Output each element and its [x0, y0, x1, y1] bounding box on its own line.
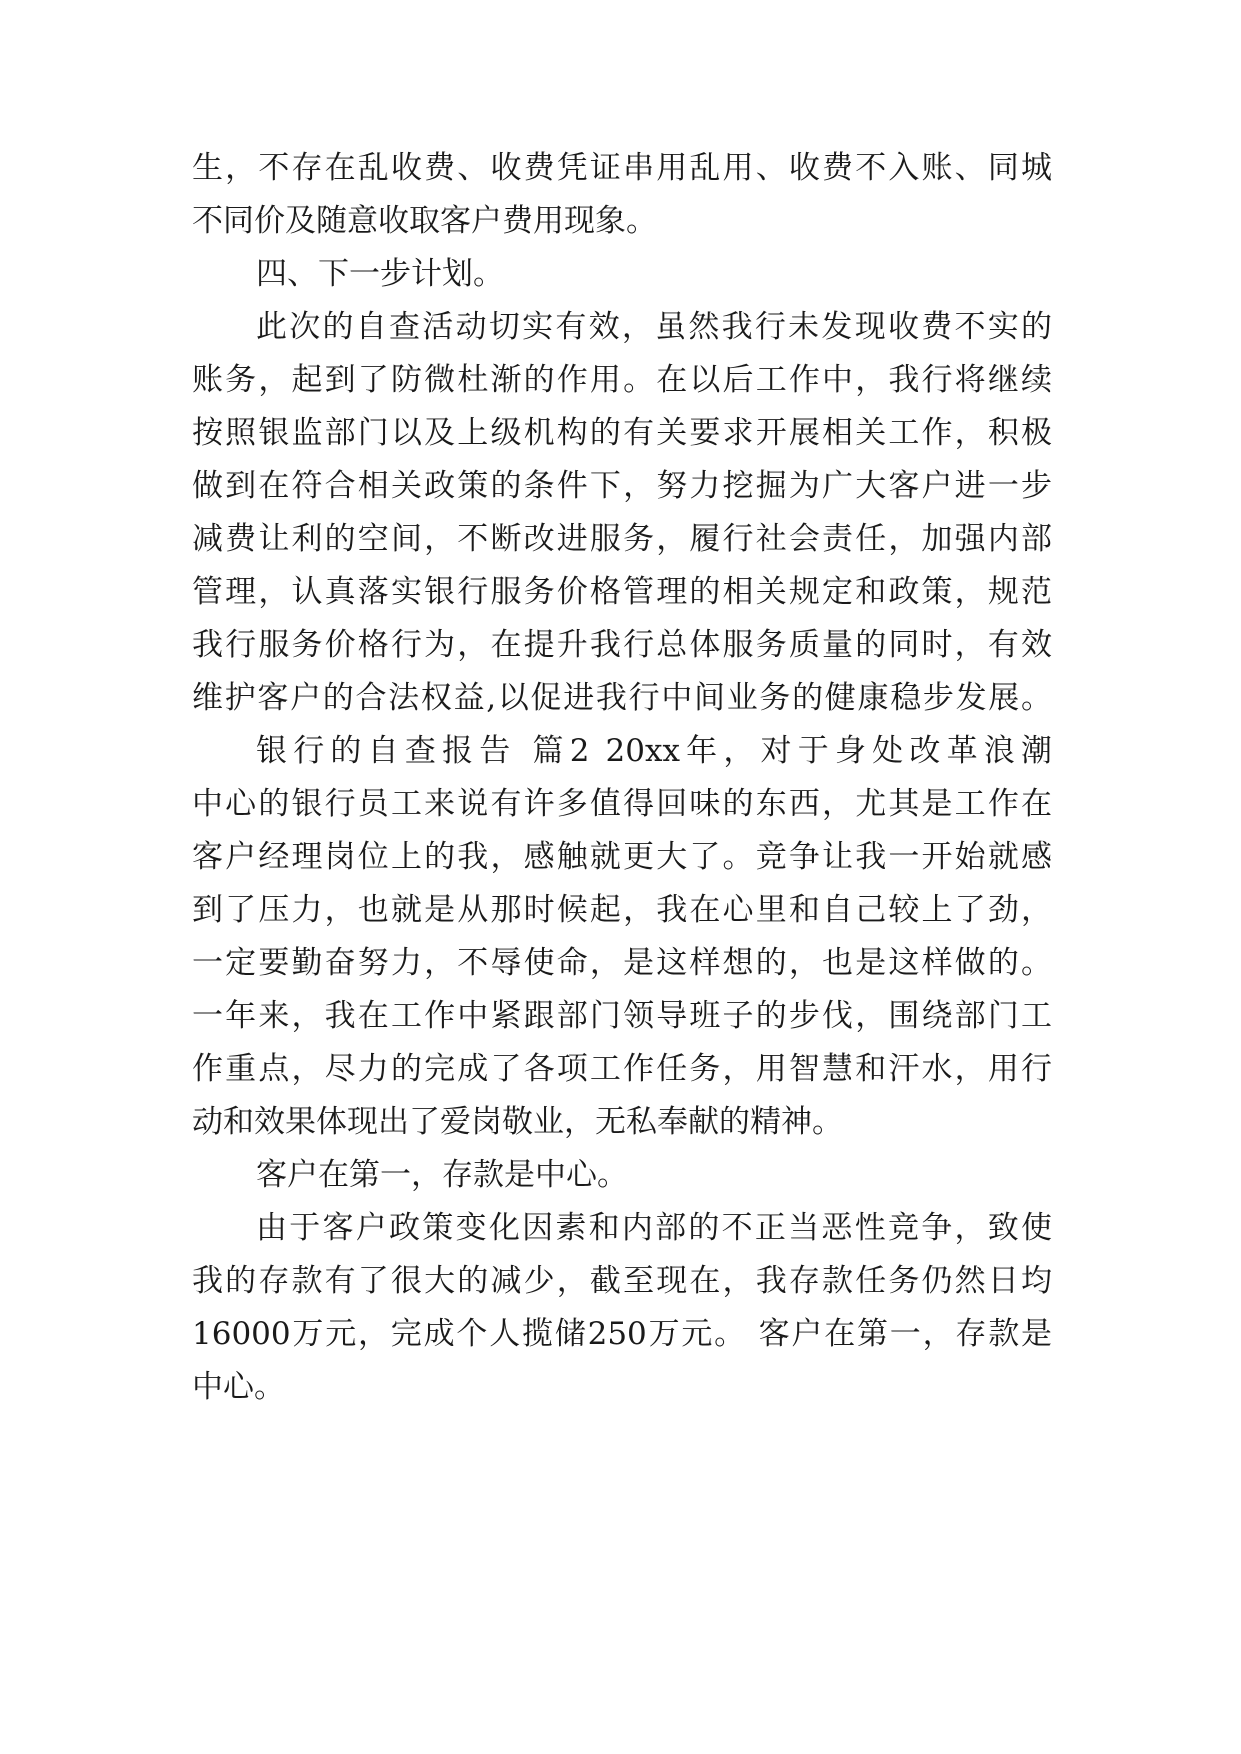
text-line: 到了压力，也就是从那时候起，我在心里和自己较上了劲，: [192, 892, 1052, 928]
text-line: 动和效果体现出了爱岗敬业，无私奉献的精神。: [192, 1104, 843, 1140]
text-line: 中心。: [192, 1369, 285, 1405]
text-line: 我行服务价格行为，在提升我行总体服务质量的同时，有效: [192, 627, 1052, 663]
text-line: 管理，认真落实银行服务价格管理的相关规定和政策，规范: [192, 574, 1052, 610]
text-line: 一定要勤奋努力，不辱使命，是这样想的，也是这样做的。: [192, 945, 1052, 981]
text-line: 账务，起到了防微杜渐的作用。在以后工作中，我行将继续: [192, 362, 1052, 398]
text-line: 由于客户政策变化因素和内部的不正当恶性竞争，致使: [256, 1210, 1052, 1246]
text-line: 客户经理岗位上的我，感触就更大了。竞争让我一开始就感: [192, 839, 1052, 875]
section-heading: 客户在第一，存款是中心。: [256, 1157, 628, 1193]
text-line: 不同价及随意收取客户费用现象。: [192, 203, 657, 239]
section-heading: 银行的自查报告 篇2 20xx年，对于身处改革浪潮: [256, 733, 1052, 769]
text-line: 中心的银行员工来说有许多值得回味的东西，尤其是工作在: [192, 786, 1052, 822]
text-line: 16000万元，完成个人揽储250万元。 客户在第一，存款是: [192, 1316, 1052, 1352]
text-line: 维护客户的合法权益,以促进我行中间业务的健康稳步发展。: [192, 680, 1052, 716]
text-line: 做到在符合相关政策的条件下，努力挖掘为广大客户进一步: [192, 468, 1052, 504]
text-line: 作重点，尽力的完成了各项工作任务，用智慧和汗水，用行: [192, 1051, 1052, 1087]
text-line: 我的存款有了很大的减少，截至现在，我存款任务仍然日均: [192, 1263, 1052, 1299]
text-line: 生，不存在乱收费、收费凭证串用乱用、收费不入账、同城: [192, 150, 1052, 186]
text-line: 此次的自查活动切实有效，虽然我行未发现收费不实的: [256, 309, 1052, 345]
text-line: 减费让利的空间，不断改进服务，履行社会责任，加强内部: [192, 521, 1052, 557]
section-heading: 四、下一步计划。: [256, 256, 504, 292]
text-line: 按照银监部门以及上级机构的有关要求开展相关工作，积极: [192, 415, 1052, 451]
text-line: 一年来，我在工作中紧跟部门领导班子的步伐，围绕部门工: [192, 998, 1052, 1034]
